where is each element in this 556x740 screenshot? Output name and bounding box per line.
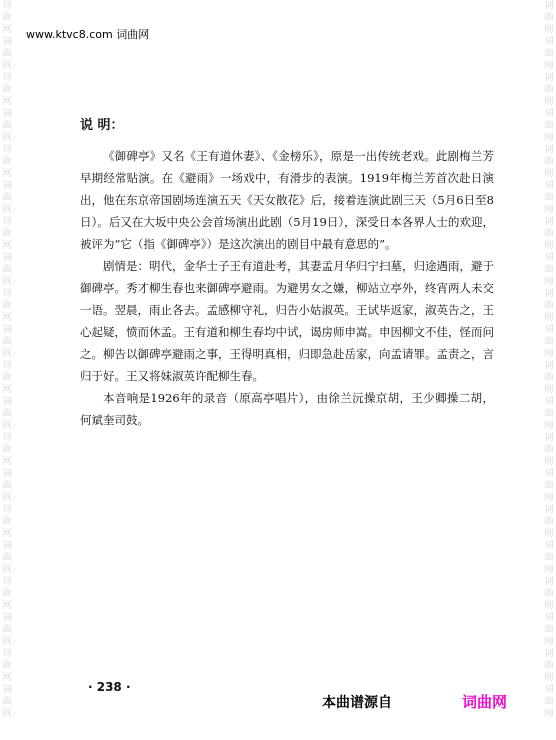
paragraph-recording: 本音响是1926年的录音（原高亭唱片），由徐兰沅操京胡，王少卿操二胡，何斌奎司鼓。 (80, 391, 494, 427)
side-watermark-right: 词曲网 词曲网 词曲网 词曲网 词曲网 词曲网 词曲网 词曲网 词曲网 词曲网 词曲网 词曲网 词曲网 词曲网 词曲网 词曲网 词曲网 词曲网 词曲网 词曲网 (544, 1, 554, 719)
source-site-link[interactable]: 词曲网 (462, 693, 508, 711)
document-body (80, 114, 494, 431)
paragraph-plot: 剧情是：明代，金华士子王有道赴考，其妻孟月华归宁扫墓，归途遇雨，避于御碑亭。秀才柳生春也来御碑亭避雨。为避男女之嫌，柳站立亭外，终宵两人未交一语。翌晨，雨止各去。孟感柳守礼，归告小姑淑英。王试毕返家，淑英告之，王心起疑，愤而休孟。王有道和柳生春均中试，谒房师申嵩。申因柳文不佳，怪而问之。柳告以御碑亭避雨之事，王得明真相，归即急赴岳家，向孟请罪。孟责之，言归于好。王又将妹淑英许配柳生春。 (80, 259, 494, 383)
page-number: · 238 · (88, 680, 131, 694)
side-watermark-left: 词曲网 词曲网 词曲网 词曲网 词曲网 词曲网 词曲网 词曲网 词曲网 词曲网 词曲网 词曲网 词曲网 词曲网 词曲网 词曲网 词曲网 词曲网 词曲网 词曲网 (2, 1, 12, 719)
source-label: 本曲谱源自 (322, 695, 392, 711)
section-heading: 说 明： (80, 118, 124, 133)
paragraph-intro: 《御碑亭》又名《王有道休妻》、《金榜乐》，原是一出传统老戏。此剧梅兰芳早期经常贴演。在《避雨》一场戏中，有滑步的表演。1919年梅兰芳首次赴日演出，他在东京帝国剧场连演五天《天女散花》后，接着连演此剧三天（5月6日至8日）。后又在大坂中央公会首场演出此剧（5月19日），深受日本各界人士的欢迎，被评为“它（指《御碑亭》）是这次演出的剧目中最有意思的”。 (80, 149, 494, 251)
site-header-link[interactable]: www.ktvc8.com 词曲网 (26, 28, 150, 41)
